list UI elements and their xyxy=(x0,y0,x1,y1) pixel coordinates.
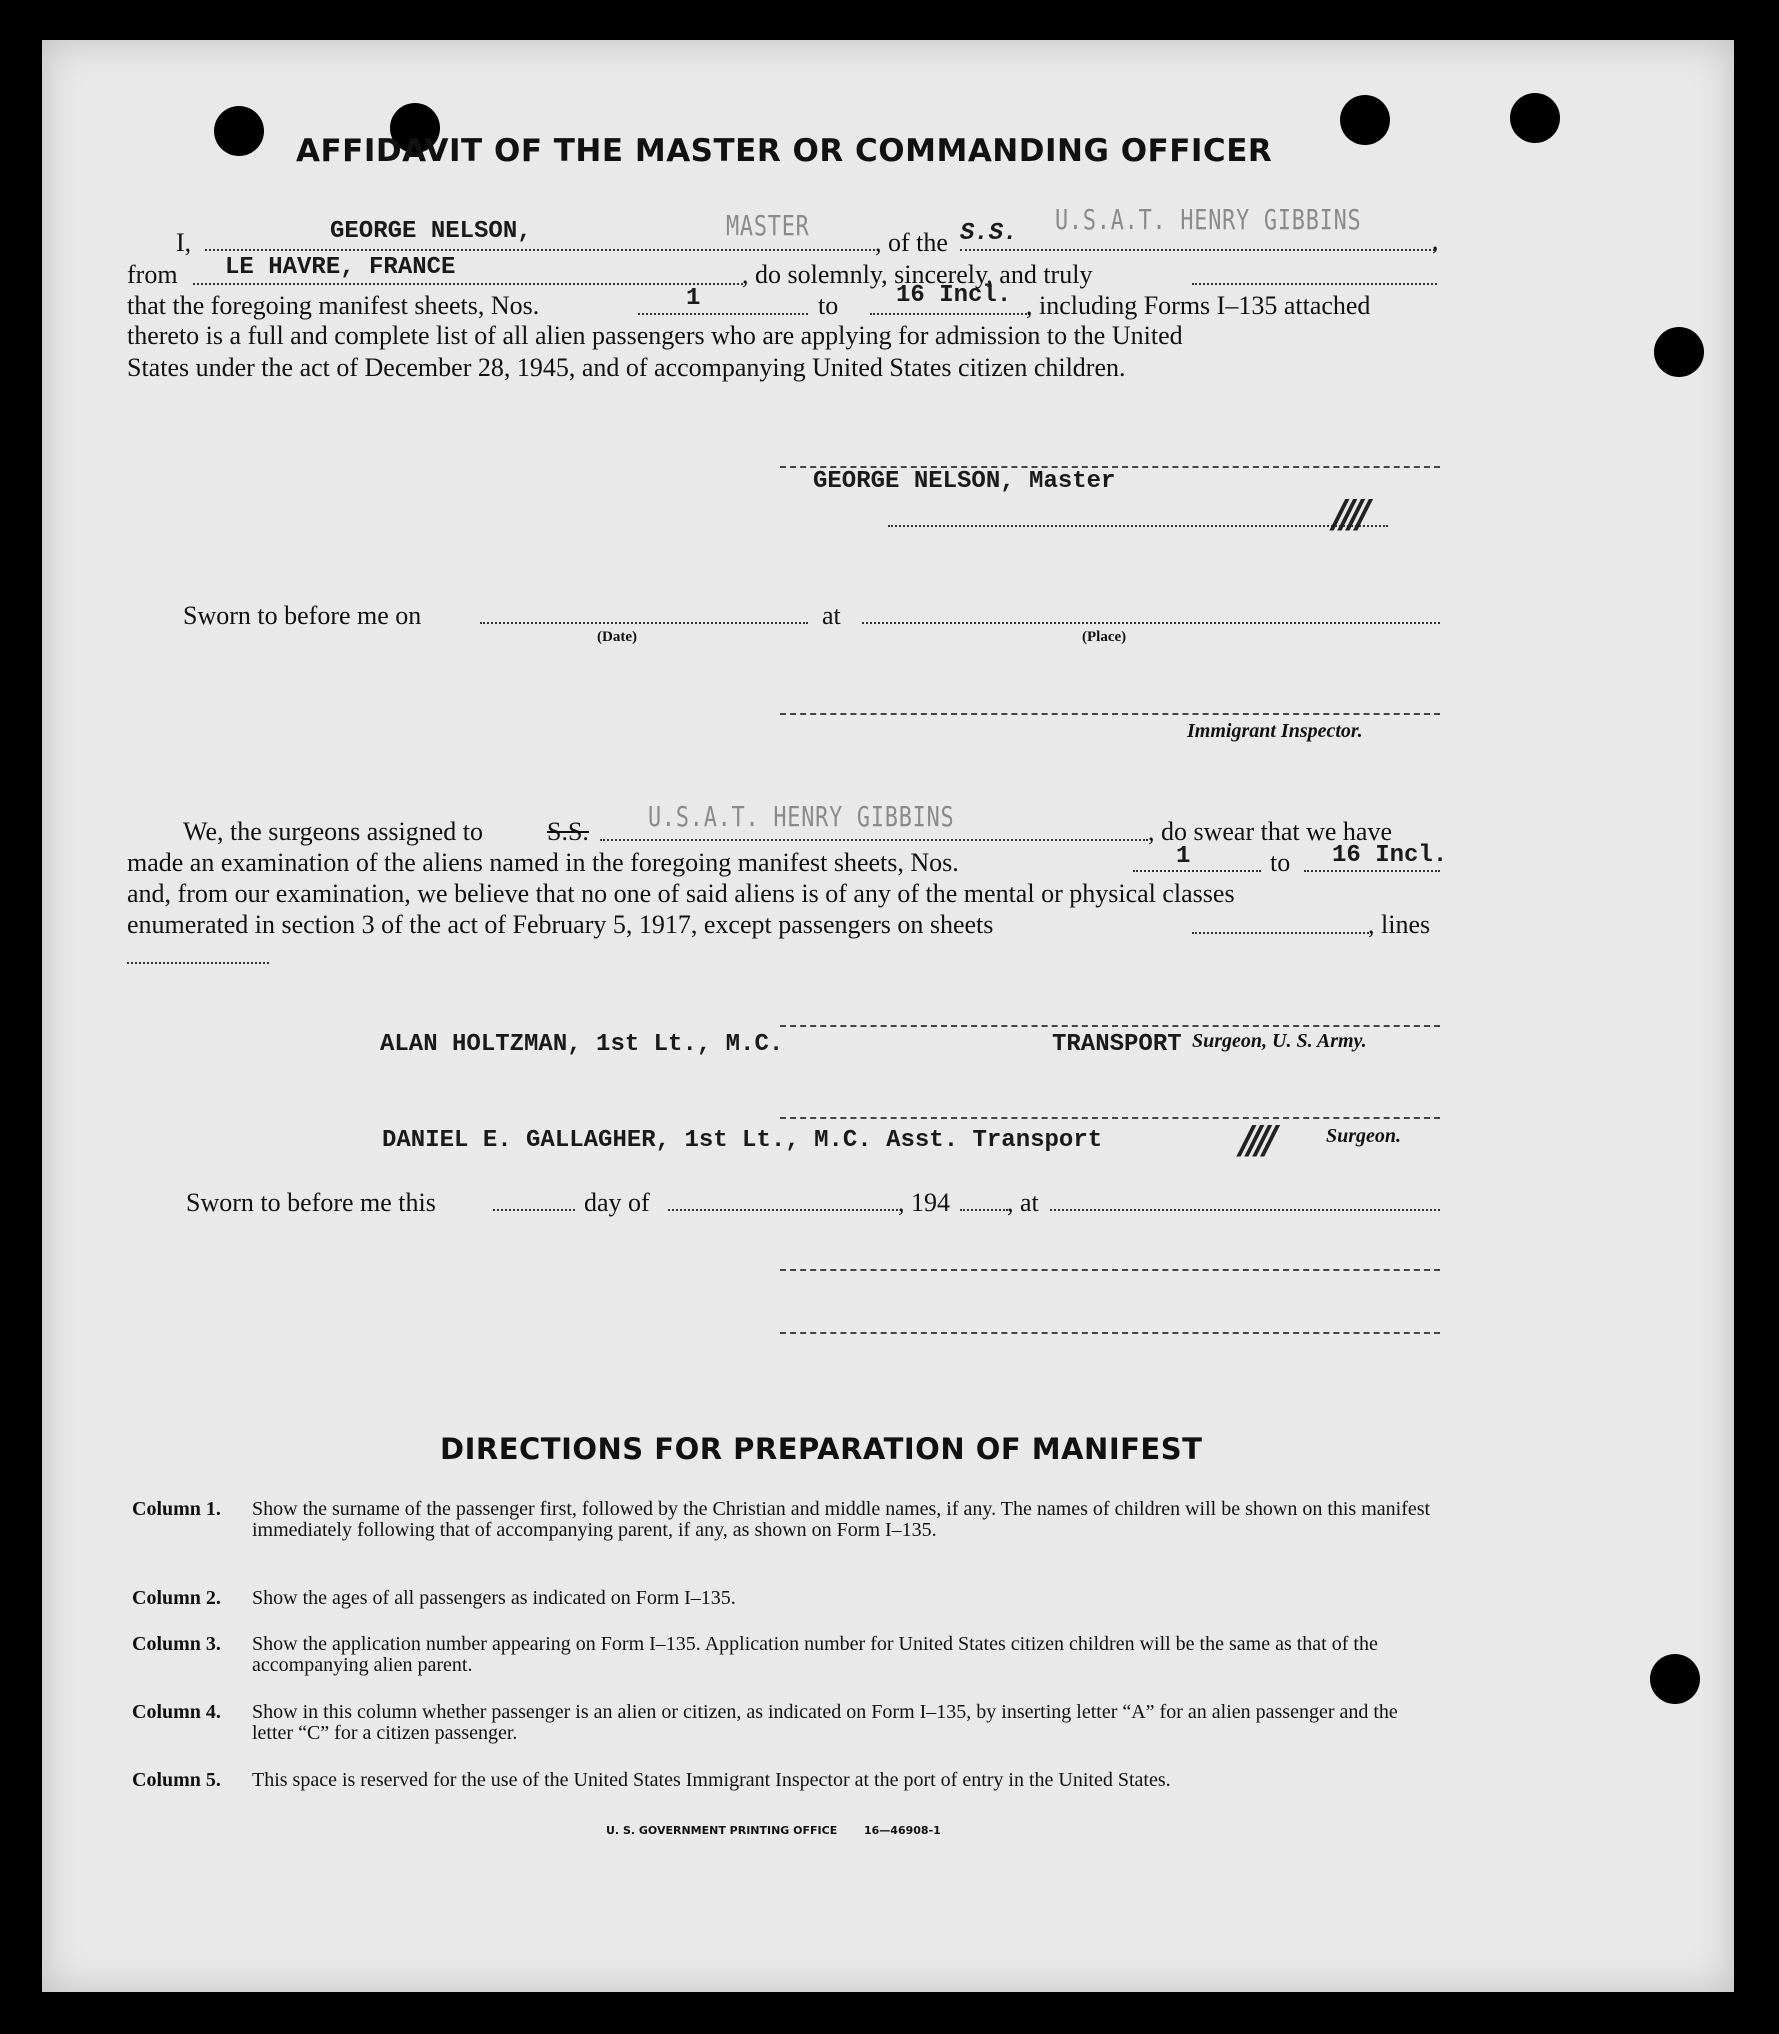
surgeons-ship-stamp: U.S.A.T. HENRY GIBBINS xyxy=(648,800,955,833)
day-of-label: day of xyxy=(584,1188,650,1217)
master-stamp: MASTER xyxy=(726,209,810,242)
of-the-label: , of the xyxy=(875,228,948,257)
to-label: to xyxy=(818,291,839,320)
at-place-label: , at xyxy=(1007,1188,1039,1217)
surgeons-line-4a: enumerated in section 3 of the act of February 5, 1917, except passengers on sheets xyxy=(127,910,994,939)
surgeons-line-4b: , lines xyxy=(1368,910,1431,939)
including-text: , including Forms I–135 attached xyxy=(1026,291,1371,320)
affidavit-line-4: thereto is a full and complete list of all alien passengers who are applying for admission to the United xyxy=(127,321,1183,350)
i-label: I, xyxy=(176,228,192,257)
sheet-from: 1 xyxy=(686,285,701,312)
punch-hole xyxy=(1340,95,1390,145)
surgeons-line-2a: made an examination of the aliens named in the foregoing manifest sheets, Nos. xyxy=(127,848,959,877)
signature-mark: //// xyxy=(1240,1118,1272,1162)
punch-hole xyxy=(1654,327,1704,377)
form-number: 16—46908-1 xyxy=(864,1824,941,1837)
surgeon-2-title: Surgeon. xyxy=(1326,1125,1402,1147)
affidavit-line-5: States under the act of December 28, 1945, and of accompanying United States citizen children. xyxy=(127,353,1126,382)
direction-column-5-label: Column 5. xyxy=(132,1769,221,1791)
ship-stamp: U.S.A.T. HENRY GIBBINS xyxy=(1055,203,1362,236)
surgeon-1-title: Surgeon, U. S. Army. xyxy=(1192,1030,1367,1052)
surgeons-to-label: to xyxy=(1270,848,1291,877)
sheet-to: 16 Incl. xyxy=(896,282,1012,309)
surgeons-sheet-from: 1 xyxy=(1176,843,1191,870)
manifest-nos-label: that the foregoing manifest sheets, Nos. xyxy=(127,291,540,320)
year-label: , 194 xyxy=(898,1188,950,1217)
direction-column-2-label: Column 2. xyxy=(132,1587,221,1609)
punch-hole xyxy=(1510,93,1560,143)
direction-column-1-label: Column 1. xyxy=(132,1498,221,1520)
surgeons-line-1b: , do swear that we have xyxy=(1148,817,1393,846)
direction-column-5-text: This space is reserved for the use of the United States Immigrant Inspector at the port of entry in the United States. xyxy=(252,1769,1171,1791)
from-port: LE HAVRE, FRANCE xyxy=(225,254,456,281)
ss-struck: S.S. xyxy=(547,817,589,846)
date-label: (Date) xyxy=(597,629,637,645)
direction-column-1-text: Show the surname of the passenger first, followed by the Christian and middle names, if any. The names of children will be shown on this manifest immediately following that of accompanying parent, if any, as shown on Form I–135. xyxy=(252,1498,1431,1541)
printer-imprint: U. S. GOVERNMENT PRINTING OFFICE xyxy=(606,1824,838,1837)
direction-column-3-text: Show the application number appearing on Form I–135. Application number for United States citizen children will be the same as that of the accompanying alien parent. xyxy=(252,1633,1378,1676)
sworn-this-label: Sworn to before me this xyxy=(186,1188,436,1217)
direction-column-4-text: Show in this column whether passenger is an alien or citizen, as indicated on Form I–135, by inserting letter “A” for an alien passenger and the letter “C” for a citizen passenger. xyxy=(252,1701,1398,1744)
master-name: GEORGE NELSON, xyxy=(330,218,532,245)
surgeons-sheet-to: 16 Incl. xyxy=(1332,842,1448,869)
direction-column-4-label: Column 4. xyxy=(132,1701,221,1723)
signature-mark: //// xyxy=(1333,492,1365,536)
inspector-label: Immigrant Inspector. xyxy=(1187,720,1363,742)
ship-prefix: S.S. xyxy=(960,220,1018,247)
affidavit-title: AFFIDAVIT OF THE MASTER OR COMMANDING OFFICER xyxy=(296,133,1273,169)
surgeon-2-name: DANIEL E. GALLAGHER, 1st Lt., M.C. Asst. Transport xyxy=(382,1127,1103,1154)
direction-column-3-label: Column 3. xyxy=(132,1633,221,1655)
direction-column-2-text: Show the ages of all passengers as indicated on Form I–135. xyxy=(252,1587,736,1609)
transport-label: TRANSPORT xyxy=(1052,1031,1182,1058)
sworn-label: Sworn to before me on xyxy=(183,601,422,630)
surgeon-1-name: ALAN HOLTZMAN, 1st Lt., M.C. xyxy=(380,1031,784,1058)
punch-hole xyxy=(214,106,264,156)
punch-hole xyxy=(1650,1654,1700,1704)
at-label: at xyxy=(822,601,841,630)
place-label: (Place) xyxy=(1082,629,1127,645)
surgeons-line-3: and, from our examination, we believe that no one of said aliens is of any of the mental or physical classes xyxy=(127,879,1235,908)
from-label: from xyxy=(127,260,178,289)
solemnly-text: , do solemnly, sincerely, and truly xyxy=(742,260,1093,289)
master-signature: GEORGE NELSON, Master xyxy=(813,468,1116,495)
surgeons-line-1a: We, the surgeons assigned to xyxy=(183,817,483,846)
directions-title: DIRECTIONS FOR PREPARATION OF MANIFEST xyxy=(440,1432,1203,1466)
